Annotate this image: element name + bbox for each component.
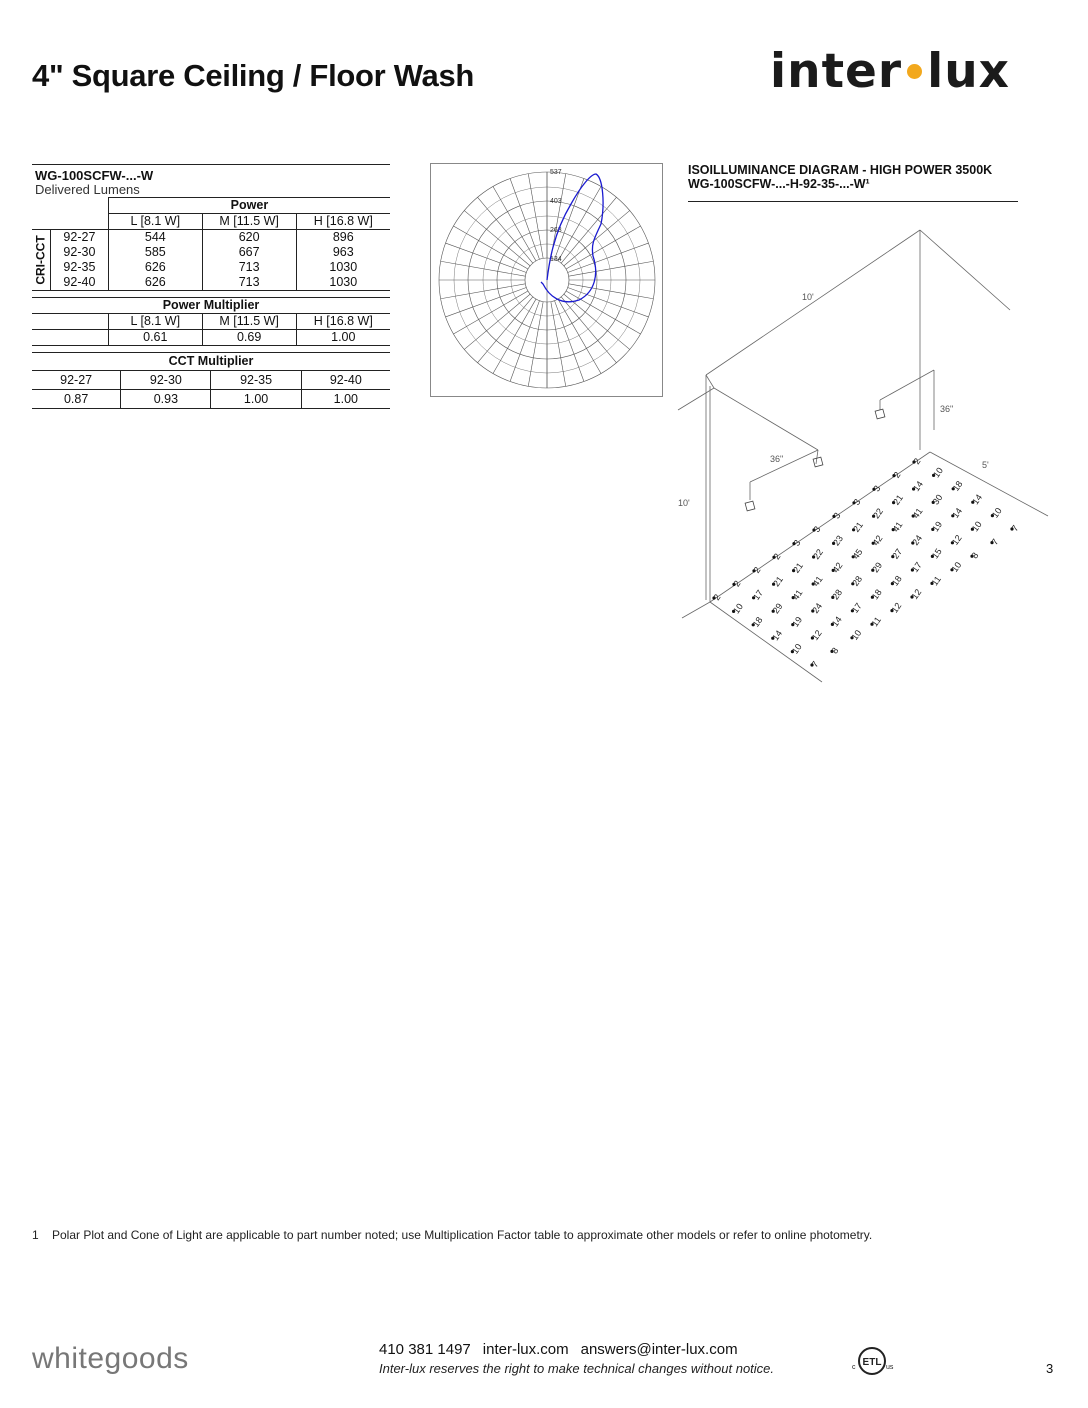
illuminance-value: 14 xyxy=(770,628,785,643)
illuminance-value: 3 xyxy=(851,497,863,507)
illuminance-value: 42 xyxy=(830,560,845,575)
lumen-value: 620 xyxy=(202,230,296,246)
illuminance-value: 29 xyxy=(770,601,785,616)
phone-number: 410 381 1497 xyxy=(379,1341,471,1358)
illuminance-value: 2 xyxy=(911,456,923,467)
illuminance-value: 8 xyxy=(829,645,841,656)
dim-label: 36" xyxy=(940,404,954,414)
illuminance-value: 2 xyxy=(751,565,763,575)
illuminance-value: 7 xyxy=(989,536,1001,547)
power-header: Power xyxy=(108,198,390,214)
dim-label: 36" xyxy=(770,454,784,464)
table-row xyxy=(32,260,390,275)
lumen-value: 544 xyxy=(108,230,202,246)
lumen-value: 896 xyxy=(296,230,390,246)
dim-label: 10' xyxy=(802,292,814,302)
fixture-icon xyxy=(813,457,823,467)
polar-spoke xyxy=(510,179,539,260)
cri-cct-label: CRI-CCT xyxy=(32,230,50,291)
ring-label-4: 134 xyxy=(550,256,562,263)
illuminance-value: 14 xyxy=(829,614,844,629)
illuminance-value: 21 xyxy=(891,492,905,507)
power-multiplier-header: Power Multiplier xyxy=(32,298,390,314)
row-label: 92-40 xyxy=(63,275,96,289)
cct-col: 92-40 xyxy=(301,371,390,390)
cct-col: 92-35 xyxy=(211,371,301,390)
illuminance-value: 10 xyxy=(849,628,864,642)
power-col-high: H [16.8 W] xyxy=(296,214,390,230)
illuminance-value: 29 xyxy=(870,560,885,575)
lumen-value: 626 xyxy=(108,260,202,275)
dim-label: 10' xyxy=(678,498,690,508)
multiplier-col-low: L [8.1 W] xyxy=(108,314,202,330)
illuminance-value: 21 xyxy=(771,574,785,589)
fixture-icon xyxy=(875,409,885,419)
illuminance-value: 41 xyxy=(910,506,925,521)
page-title: 4" Square Ceiling / Floor Wash xyxy=(32,58,475,93)
table-row xyxy=(32,390,390,409)
room-lines xyxy=(678,230,1048,682)
illuminance-value: 19 xyxy=(930,519,945,534)
logo-text-left: inter xyxy=(770,44,903,99)
cct-multiplier-header: CCT Multiplier xyxy=(32,353,390,371)
illuminance-value: 21 xyxy=(851,520,865,534)
illuminance-value: 11 xyxy=(869,614,883,629)
table-row xyxy=(32,330,390,346)
illuminance-value: 2 xyxy=(891,469,903,480)
illuminance-value: 23 xyxy=(831,533,845,548)
polar-spoke xyxy=(568,288,649,317)
cct-value: 0.87 xyxy=(63,391,89,406)
isoilluminance-grid xyxy=(711,456,1020,669)
cert-mark: ETL xyxy=(862,1357,882,1368)
footnote xyxy=(32,1228,872,1242)
illuminance-value: 28 xyxy=(850,574,865,588)
illuminance-value: 28 xyxy=(830,587,845,602)
illuminance-value: 18 xyxy=(889,573,904,588)
isoilluminance-diagram xyxy=(670,210,1060,715)
illuminance-value: 10 xyxy=(931,465,945,480)
power-col-low: L [8.1 W] xyxy=(108,214,202,230)
ring-label-2: 403 xyxy=(550,198,562,205)
cct-value: 1.00 xyxy=(301,390,390,409)
illuminance-value: 17 xyxy=(751,588,765,602)
lumen-value: 667 xyxy=(202,245,296,260)
fixture-icon xyxy=(745,501,755,511)
illuminance-value: 19 xyxy=(790,614,805,629)
illuminance-value: 21 xyxy=(791,560,805,575)
iso-heading-line1: ISOILLUMINANCE DIAGRAM - HIGH POWER 3500K xyxy=(688,163,993,177)
table-row xyxy=(32,230,390,246)
isoilluminance-svg xyxy=(670,210,1060,710)
multiplier-value: 0.61 xyxy=(108,330,202,346)
dim-label: 5' xyxy=(982,460,989,470)
cct-value: 1.00 xyxy=(211,390,301,409)
footnote-text: Polar Plot and Cone of Light are applicable to part number noted; use Multiplication Factor table to approximate other models or refer to online photometry. xyxy=(52,1228,873,1242)
illuminance-value: 10 xyxy=(789,641,804,656)
illuminance-value: 18 xyxy=(950,479,965,493)
illuminance-value: 15 xyxy=(929,546,944,561)
page-number: 3 xyxy=(1046,1361,1054,1376)
illuminance-value: 12 xyxy=(949,533,964,547)
cct-value: 0.93 xyxy=(121,390,211,409)
cct-multiplier-grid xyxy=(32,352,390,409)
illuminance-value: 12 xyxy=(909,587,924,602)
lumen-value: 626 xyxy=(108,275,202,291)
website-link[interactable]: inter-lux.com xyxy=(482,1341,569,1358)
disclaimer: Inter-lux reserves the right to make technical changes without notice. xyxy=(379,1361,775,1376)
illuminance-value: 12 xyxy=(809,628,824,643)
lumen-value: 713 xyxy=(202,275,296,291)
footnote-number: 1 xyxy=(32,1228,39,1242)
lumens-grid xyxy=(32,197,390,346)
cct-col: 92-27 xyxy=(60,372,93,387)
multiplier-col-medium: M [11.5 W] xyxy=(202,314,296,330)
logo-text-right: lux xyxy=(927,44,1010,99)
delivered-lumens-table xyxy=(32,164,390,409)
contact-line xyxy=(379,1341,738,1358)
power-col-medium: M [11.5 W] xyxy=(202,214,296,230)
illuminance-value: 45 xyxy=(850,547,865,561)
illuminance-value: 2 xyxy=(771,551,783,562)
candela-curve xyxy=(541,174,603,302)
cert-right: us xyxy=(886,1364,894,1371)
ring-label-1: 537 xyxy=(550,169,562,176)
multiplier-col-high: H [16.8 W] xyxy=(296,314,390,330)
illuminance-value: 3 xyxy=(871,483,883,494)
row-label: 92-27 xyxy=(63,230,96,244)
illuminance-value: 41 xyxy=(790,587,805,602)
illuminance-value: 14 xyxy=(911,479,925,494)
polar-spoke xyxy=(446,243,527,272)
interlux-logo xyxy=(770,44,1010,99)
illuminance-value: 17 xyxy=(909,560,924,575)
illuminance-value: 8 xyxy=(969,550,981,561)
etl-certification-icon xyxy=(848,1345,896,1386)
cert-left: c xyxy=(852,1364,856,1371)
iso-heading-line2: WG-100SCFW-...-H-92-35-...-W¹ xyxy=(688,177,870,191)
table-row xyxy=(32,275,390,291)
lumen-value: 963 xyxy=(296,245,390,260)
row-label: 92-30 xyxy=(63,245,96,259)
polar-spoke xyxy=(555,301,584,382)
illuminance-value: 18 xyxy=(750,615,765,629)
illuminance-value: 27 xyxy=(890,546,905,561)
illuminance-value: 10 xyxy=(949,560,964,574)
illuminance-value: 3 xyxy=(811,524,823,535)
illuminance-value: 30 xyxy=(930,492,945,507)
ring-label-3: 268 xyxy=(550,227,562,234)
illuminance-value: 10 xyxy=(731,601,745,616)
whitegoods-brand: whitegoods xyxy=(32,1342,189,1375)
lumen-value: 585 xyxy=(108,245,202,260)
illuminance-value: 2 xyxy=(731,578,743,589)
illuminance-value: 24 xyxy=(910,533,925,548)
multiplier-value: 1.00 xyxy=(296,330,390,346)
isoilluminance-heading xyxy=(688,163,1018,202)
polar-spoke xyxy=(568,243,649,272)
illuminance-value: 22 xyxy=(811,547,825,562)
row-label: 92-35 xyxy=(63,260,96,274)
illuminance-value: 11 xyxy=(929,574,943,588)
multiplier-value: 0.69 xyxy=(202,330,296,346)
illuminance-value: 22 xyxy=(871,506,885,521)
polar-spoke xyxy=(446,288,527,317)
illuminance-value: 14 xyxy=(950,506,965,520)
email-link[interactable]: answers@inter-lux.com xyxy=(580,1341,738,1358)
table-row xyxy=(32,245,390,260)
part-number: WG-100SCFW-...-W xyxy=(35,168,154,183)
illuminance-value: 7 xyxy=(1009,523,1021,534)
illuminance-value: 42 xyxy=(870,533,885,548)
cct-col: 92-30 xyxy=(121,371,211,390)
polar-plot-svg xyxy=(431,164,662,396)
illuminance-value: 41 xyxy=(810,574,825,589)
illuminance-value: 10 xyxy=(969,519,984,534)
illuminance-value: 3 xyxy=(791,537,803,548)
illuminance-value: 17 xyxy=(849,601,864,615)
illuminance-value: 3 xyxy=(831,510,843,521)
polar-spoke xyxy=(510,301,539,382)
illuminance-value: 12 xyxy=(889,600,904,615)
illuminance-value: 10 xyxy=(989,505,1004,520)
lumen-value: 713 xyxy=(202,260,296,275)
illuminance-value: 24 xyxy=(810,601,825,616)
illuminance-value: 18 xyxy=(869,587,884,602)
illuminance-value: 14 xyxy=(970,492,985,507)
polar-plot xyxy=(430,163,663,397)
table-subtitle: Delivered Lumens xyxy=(35,182,140,197)
illuminance-value: 41 xyxy=(890,519,905,534)
illuminance-value: 7 xyxy=(809,659,821,670)
illuminance-value: 2 xyxy=(711,592,723,603)
lumen-value: 1030 xyxy=(296,275,390,291)
logo-dot-icon xyxy=(907,64,922,79)
lumen-value: 1030 xyxy=(296,260,390,275)
